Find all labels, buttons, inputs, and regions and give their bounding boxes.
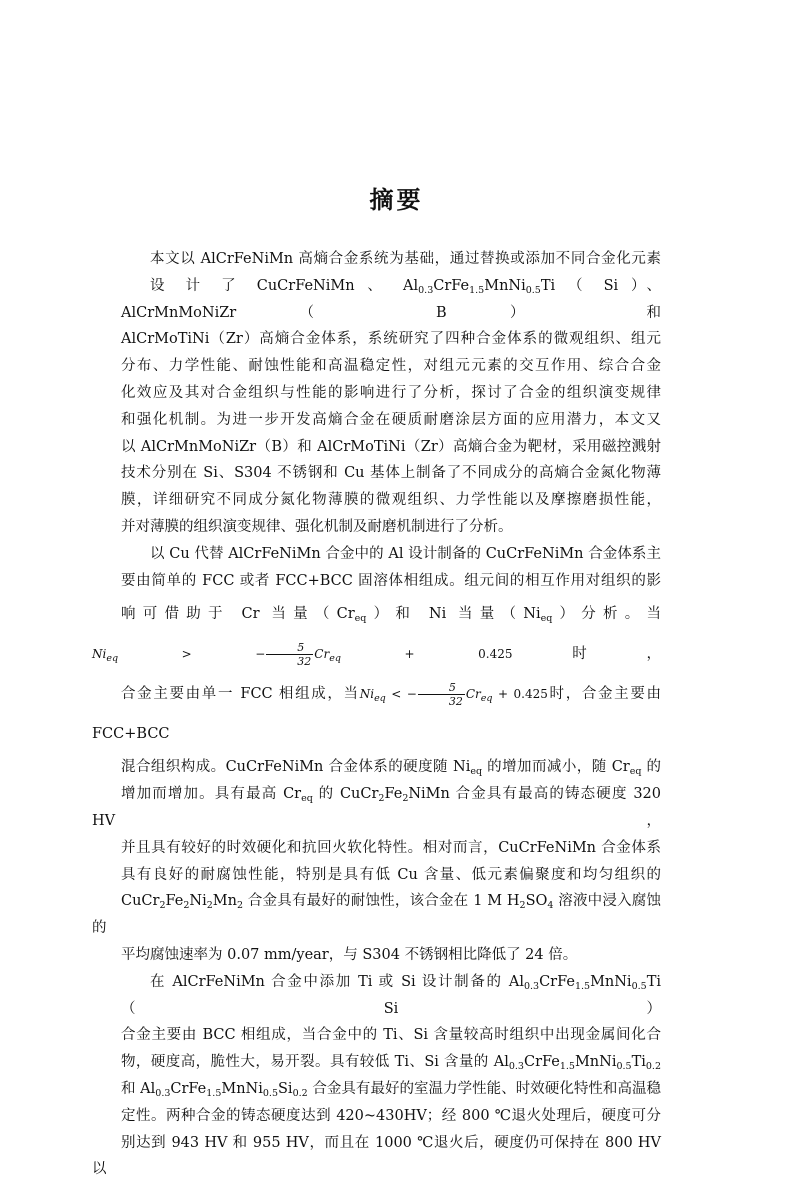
p3-line-3: 物，硬度高，脆性大，易开裂。具有较低 Ti、Si 含量的 $Al_{0.3}CrFe_{1.5}MnNi_{0.5}Ti_{0.2}$ <box>121 1054 661 1073</box>
p1-line-2: 设 计 了 CuCrFeNiMn 、 $Al_{0.3}CrFe_{1.5}MnNi_{0.5}Ti$ （ Si ）、 AlCrMnMoNiZr （ B ） 和 <box>121 277 661 321</box>
p3-line-6: 别达到 943 HV 和 955 HV，而且在 1000 ℃退火后，硬度仍可保持在 800 HV 以 <box>92 1134 661 1178</box>
p1-line-5: 化效应及其对合金组织与性能的影响进行了分析，探讨了合金的组织演变规律 <box>121 384 661 401</box>
p1-line-10: 并对薄膜的组织演变规律、强化机制及耐磨机制进行了分析。 <box>121 518 513 535</box>
paragraph-1 <box>121 246 661 541</box>
formula-ni-lt: $Ni_{eq}$ < − $\frac{5}{32}$ $Cr_{eq} + 0.425$ <box>359 681 548 709</box>
p2-line-6: 增加而增加。具有最高 $Cr_{eq}$ 的 $CuCr_2Fe_2NiMn$ 合金具有最高的铸态硬度 320 HV， <box>92 786 661 829</box>
p1-line-8: 技术分别在 Si、S304 不锈钢和 Cu 基体上制备了不同成分的高熵合金氮化物薄 <box>121 465 661 482</box>
p1-line-1: 本文以 AlCrFeNiMn 高熵合金系统为基础，通过替换或添加不同合金化元素 <box>150 251 661 267</box>
p1-line-9: 膜，详细研究不同成分氮化物薄膜的微观组织、力学性能以及摩擦磨损性能， <box>121 492 661 509</box>
p2-line-2: 要由简单的 FCC 或者 FCC+BCC 固溶体相组成。组元间的相互作用对组织的影 <box>121 572 661 589</box>
p2-line-10: 平均腐蚀速率为 0.07 mm/year，与 S304 不锈钢相比降低了 24 倍。 <box>121 946 578 963</box>
p2-line-3: 响可借助于 Cr 当量$(Cr_{eq})$和 Ni 当量$(Ni_{eq})$分析。当$Ni_{eq}$ > − $\frac{5}{32}$ $Cr_{eq} + 0.425$时， <box>92 606 661 669</box>
p1-line-4: 分布、力学性能、耐蚀性能和高温稳定性，对组元元素的交互作用、综合合金 <box>121 358 661 375</box>
p3-line-4: 和 $Al_{0.3}CrFe_{1.5}MnNi_{0.5}Si_{0.2}$ 合金具有最好的室温力学性能、时效硬化特性和高温稳 <box>121 1080 662 1099</box>
p1-line-6: 和强化机制。为进一步开发高熵合金在硬质耐磨涂层方面的应用潜力，本文又 <box>121 411 661 428</box>
formula-ni-gt: $Ni_{eq}$ > − $\frac{5}{32}$ $Cr_{eq} + 0.425$ <box>92 641 513 669</box>
p3-line-1: 在 AlCrFeNiMn 合金中添加 Ti 或 Si 设计制备的 $Al_{0.3}CrFe_{1.5}MnNi_{0.5}Ti(Si)$ <box>121 973 661 1017</box>
p2-line-7: 并且具有较好的时效硬化和抗回火软化特性。相对而言，CuCrFeNiMn 合金体系 <box>121 839 661 856</box>
p3-line-5: 定性。两种合金的铸态硬度达到 420~430HV；经 800 ℃退火处理后，硬度可分 <box>121 1107 661 1124</box>
fraction: $\frac{5}{32}$ <box>418 681 465 708</box>
paragraph-2 <box>92 541 662 969</box>
p2-line-8: 具有良好的耐腐蚀性能，特别是具有低 Cu 含量、低元素偏聚度和均匀组织的 <box>121 866 661 883</box>
p3-line-2: 合金主要由 BCC 相组成，当合金中的 Ti、Si 含量较高时组织中出现金属间化合 <box>121 1027 661 1044</box>
abstract-body <box>92 246 662 1183</box>
p1-line-7: 以 AlCrMnMoNiZr（B）和 AlCrMoTiNi（Zr）高熵合金为靶材，采用磁控溅射 <box>121 438 661 455</box>
fraction: $\frac{5}{32}$ <box>266 641 313 668</box>
p2-line-5: 混合组织构成。CuCrFeNiMn 合金体系的硬度随 $Ni_{eq}$ 的增加而减小，随 $Cr_{eq}$ 的 <box>121 759 662 778</box>
p1-line-3: AlCrMoTiNi（Zr）高熵合金体系，系统研究了四种合金体系的微观组织、组元 <box>121 331 661 348</box>
paragraph-3 <box>92 969 662 1183</box>
p2-line-4: 合金主要由单一 FCC 相组成，当$Ni_{eq}$ < − $\frac{5}{32}$ $Cr_{eq} + 0.425$时，合金主要由 FCC+BCC <box>92 681 661 743</box>
page-title: 摘要 <box>369 186 424 214</box>
p2-line-1: 以 Cu 代替 AlCrFeNiMn 合金中的 Al 设计制备的 CuCrFeNiMn 合金体系主 <box>150 545 661 562</box>
p2-line-9: $CuCr_2Fe_2Ni_2Mn_2$ 合金具有最好的耐蚀性，该合金在 1 M $H_2SO_4$ 溶液中浸入腐蚀的 <box>92 893 661 937</box>
